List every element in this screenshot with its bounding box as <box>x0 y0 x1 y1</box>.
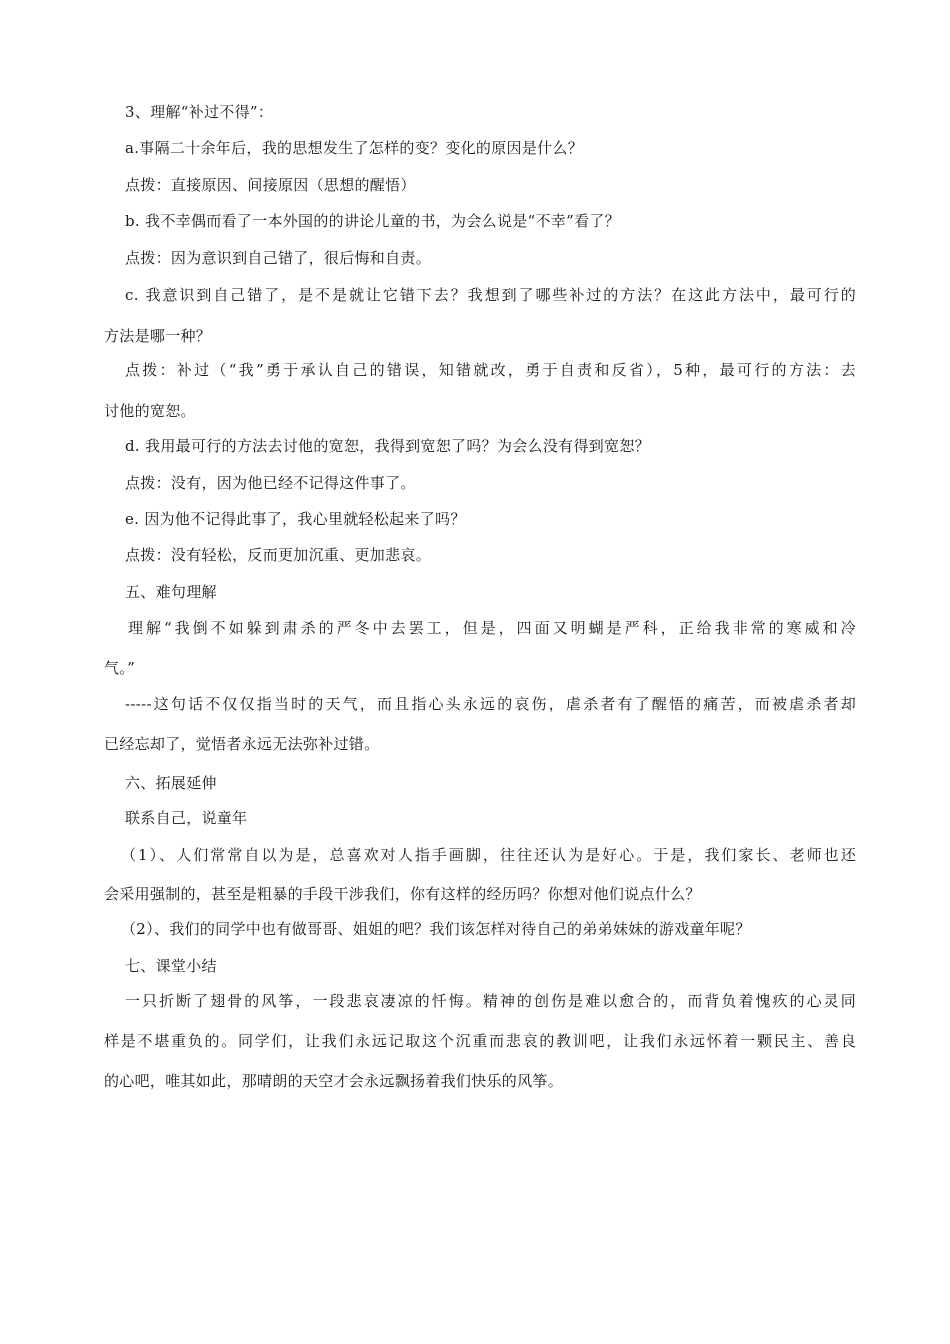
explanation-line-1: -----这句话不仅仅指当时的天气，而且指心头永远的哀伤，虐杀者有了醒悟的痛苦，而被虐杀者却 <box>125 695 856 713</box>
section-heading-6: 六、拓展延伸 <box>125 774 217 792</box>
hint-e: 点拨：没有轻松，反而更加沉重、更加悲哀。 <box>125 546 432 564</box>
hint-c-line-1: 点拨：补过（“我”勇于承认自己的错误，知错就改，勇于自责和反省），5种，最可行的方法：去 <box>125 361 856 379</box>
section-heading-5: 五、难句理解 <box>125 583 217 601</box>
hint-a: 点拨：直接原因、间接原因（思想的醒悟） <box>125 176 416 194</box>
hint-d: 点拨：没有，因为他已经不记得这件事了。 <box>125 474 416 492</box>
summary-line-3: 的心吧，唯其如此，那晴朗的天空才会永远飘扬着我们快乐的风筝。 <box>104 1072 564 1090</box>
hint-c-line-2: 讨他的宽恕。 <box>104 402 196 420</box>
difficult-sentence-line-2: 气。” <box>104 659 136 677</box>
question-c-line-1: c. 我意识到自己错了，是不是就让它错下去？我想到了哪些补过的方法？在这此方法中，最可行的 <box>125 286 856 304</box>
question-e: e. 因为他不记得此事了，我心里就轻松起来了吗？ <box>125 510 466 528</box>
question-a: a.事隔二十余年后，我的思想发生了怎样的变？变化的原因是什么？ <box>125 139 584 157</box>
question-c-line-2: 方法是哪一种？ <box>104 327 212 345</box>
summary-line-2: 样是不堪重负的。同学们，让我们永远记取这个沉重而悲哀的教训吧，让我们永远怀着一颗民主、善良 <box>104 1032 856 1050</box>
difficult-sentence-line-1: 理解“我倒不如躲到肃杀的严冬中去罢工，但是，四面又明蝴是严科，正给我非常的寒威和冷 <box>128 619 856 637</box>
extension-item-1-line-1: （1）、人们常常自以为是，总喜欢对人指手画脚，往往还认为是好心。于是，我们家长、老师也还 <box>121 846 856 864</box>
section-heading: 3、理解“补过不得”： <box>125 103 274 121</box>
extension-item-2: （2）、我们的同学中也有做哥哥、姐姐的吧？我们该怎样对待自己的弟弟妹妹的游戏童年呢？ <box>121 920 751 938</box>
explanation-line-2: 已经忘却了，觉悟者永远无法弥补过错。 <box>104 735 380 753</box>
question-d: d. 我用最可行的方法去讨他的宽恕，我得到宽恕了吗？为会么没有得到宽恕？ <box>125 437 650 455</box>
hint-b: 点拨：因为意识到自己错了，很后悔和自责。 <box>125 249 432 267</box>
extension-item-1-line-2: 会采用强制的，甚至是粗暴的手段干涉我们，你有这样的经历吗？你想对他们说点什么？ <box>104 885 701 903</box>
summary-line-1: 一只折断了翅骨的风筝，一段悲哀凄凉的忏悔。精神的创伤是难以愈合的，而背负着愧疚的心灵同 <box>125 992 856 1010</box>
extension-subtitle: 联系自己，说童年 <box>125 809 248 827</box>
question-b: b. 我不幸偶而看了一本外国的的讲论儿童的书，为会么说是“不幸”看了？ <box>125 212 620 230</box>
section-heading-7: 七、课堂小结 <box>125 957 217 975</box>
